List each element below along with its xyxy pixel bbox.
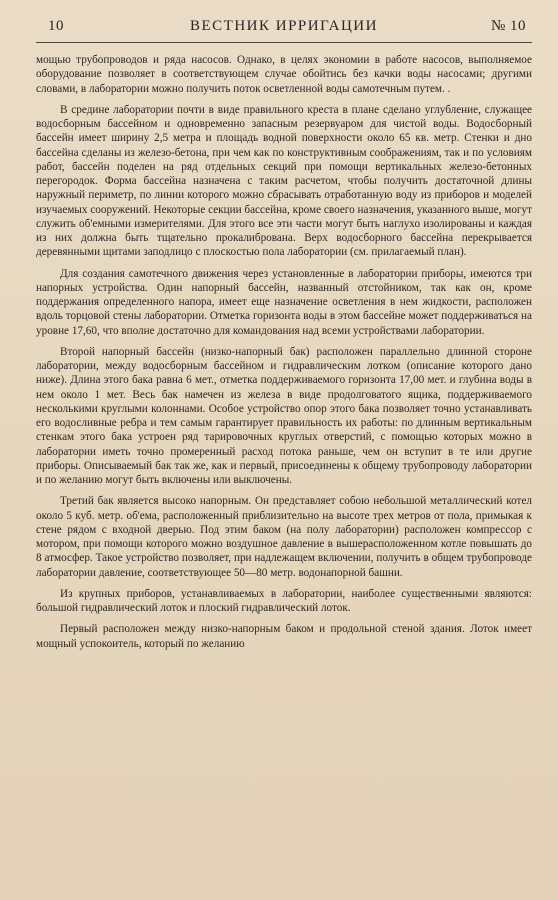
- paragraph: Первый расположен между низко-напорным баком и продольной стеной здания. Лоток имеет мощный успокоитель, который по желанию: [36, 623, 532, 650]
- running-header: [36, 16, 532, 43]
- page-number: 10: [48, 18, 64, 34]
- paragraph: Из крупных приборов, устанавливаемых в лаборатории, наиболее существенными являются: большой гидравлический лоток и плоский гидравлический лоток.: [36, 587, 532, 614]
- paragraph: Второй напорный бассейн (низко-напорный бак) расположен параллельно длинной стороне лаборатории, между водосборным бассейном и гидравлическим лотком (описание которого дано ниже). Длина этого бака равна 6 мет., отметка поддерживаемого горизонта 17,00 мет. и глубина воды в нем около 1 мет. Весь бак намечен из железа в виде продолговатого ящика, поддерживаемого несколькими круглыми колоннами. Особое устройство опор этого бака позволяет точно устанавливать его водосливные ребра и тем самым гарантирует правильность их работы: по длинным вертикальным стенкам этого бака устроен ряд тарировочных круглых отверстий, с помощью которых можно в лаборатории иметь точно промеренный расход потока раньше, чем он вступит в те или другие приборы. Описываемый бак так же, как и первый, присоединены к общему трубопроводу лаборатории и по желанию могут быть включены или выключены.: [36, 345, 532, 486]
- article-body: [36, 53, 532, 651]
- paragraph: мощью трубопроводов и ряда насосов. Однако, в целях экономии в работе насосов, выполняемое оборудование позволяет в соответствующем случае обойтись без качки воды насосами; другими словами, в лаборатории можно получить поток осветленной воды самотечным путем. .: [36, 54, 532, 95]
- paragraph: В средине лаборатории почти в виде правильного креста в плане сделано углубление, служащее водосборным бассейном и одновременно запасным резервуаром для чистой воды. Водосборный бассейн имеет ширину 2,5 метра и площадь водной поверхности около 65 кв. метр. Стенки и дно бассейна сделаны из железо-бетона, при чем как по конструктивным соображениям, так и по условиям работ, бассейн поделен на ряд отдельных секций при помощи вертикальных железо-бетонных перегородок. Форма бассейна назначена с таким расчетом, чтобы получить достаточной длины наружный периметр, по линии которого можно сбрасывать отработанную воду из приборов и моделей изучаемых сооружений. Некоторые секции бассейна, кроме своего назначения, указанного выше, могут служить об'емными измерителями. Для этого все эти части могут быть наглухо изолированы и каждая из них должна быть тщательно прокалиброванa. Верх водосборного бассейна перекрывается деревянными щитами заподлицо с плоскостью пола лаборатории (см. прилагаемый план).: [36, 103, 532, 259]
- paragraph: Третий бак является высоко напорным. Он представляет собою небольшой металлический котел около 5 куб. метр. об'ема, расположенный приблизительно на высоте трех метров от пола, примыкая к стене рядом с входной дверью. Под этим баком (на полу лаборатории) расположен компрессор с мотором, при помощи которого можно воздушное давление в вышерасположенном котле повышать до 8 атмосфер. Такое устройство позволяет, при надлежащем включении, получить в общем трубопроводе лаборатории давление, соответствующее 50—80 метр. водонапорной башни.: [36, 495, 532, 579]
- paragraph: Для создания самотечного движения через установленные в лаборатории приборы, имеются три напорных устройства. Один напорный бассейн, названный отстойником, так как он, кроме поддержания определенного напора, имеет еще назначение осветления в нем жидкости, расположен вдоль торцовой стены лаборатории. Отметка горизонта воды в этом бассейне может поддерживаться на уровне 17,60, что вполне достаточно для командования над всеми устройствами лаборатории.: [36, 267, 532, 337]
- journal-title: ВЕСТНИК ИРРИГАЦИИ: [190, 18, 378, 34]
- issue-number: № 10: [490, 18, 526, 34]
